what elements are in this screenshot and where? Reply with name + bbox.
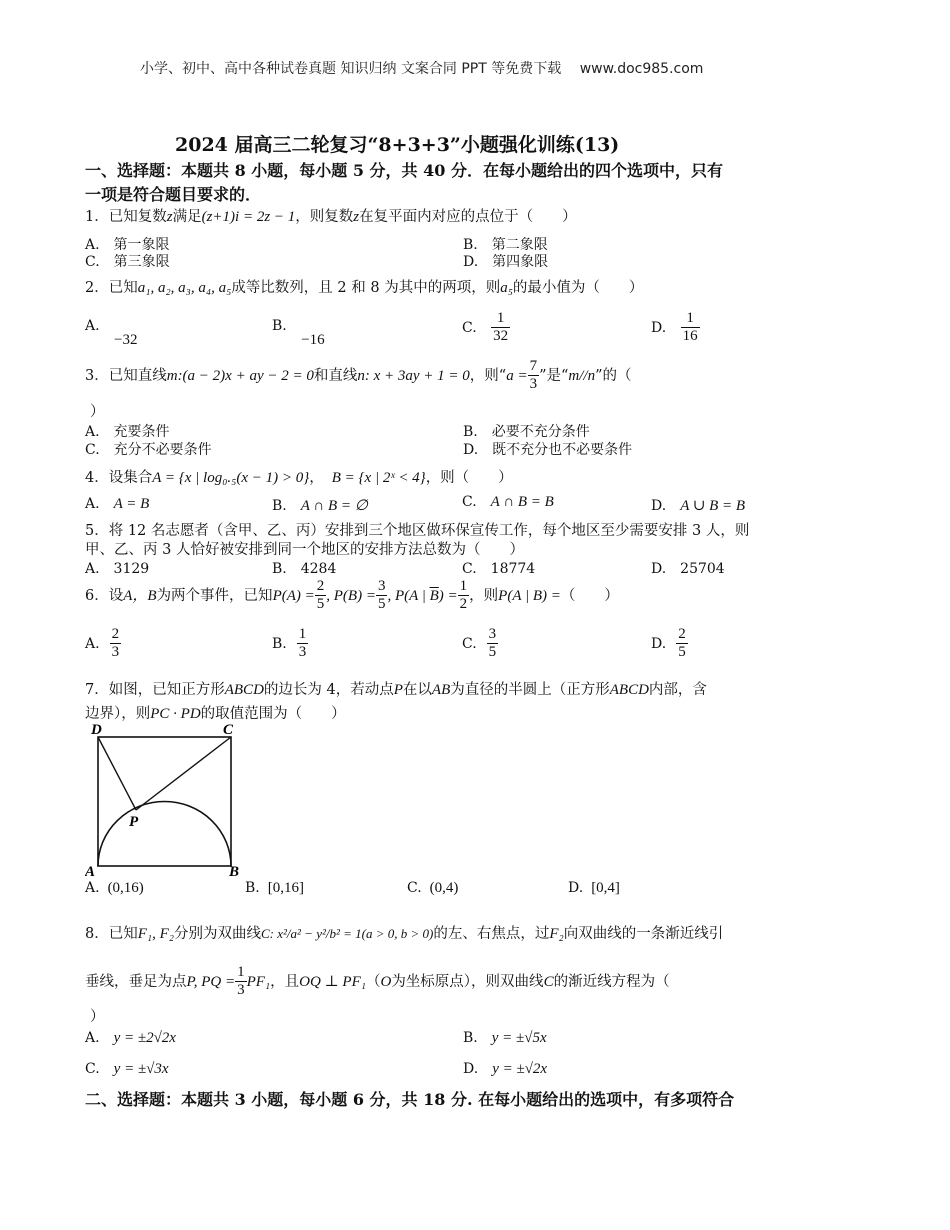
q5-option-a[interactable]: A. 3129 [85, 561, 150, 577]
fraction: $\frac{1}{3}$ [237, 964, 245, 999]
fraction: $\frac{3}{5}$ [488, 626, 497, 661]
header-site-link[interactable]: www.doc985.com [579, 61, 704, 77]
q1-option-a[interactable]: A. 第一象限 [85, 237, 170, 253]
label-a: A [85, 864, 96, 880]
q6-option-a[interactable]: A. $\frac{2}{3}$ [85, 626, 120, 661]
q8-option-b[interactable]: B. y = ±√5x [463, 1030, 547, 1046]
q8-continuation: ） [90, 1009, 105, 1025]
segment-pd [98, 737, 136, 810]
fraction: $\frac{3}{5}$ [377, 578, 386, 613]
fraction: $\frac{1}{32}$ [493, 310, 509, 345]
q4-option-d[interactable]: D. A ∪ B = B [651, 498, 746, 514]
question-5-line1: 5．将 12 名志愿者（含甲、乙、丙）安排到三个地区做环保宣传工作，每个地区至少需要安排 3 人，则 [85, 523, 750, 539]
label-d: D [91, 722, 102, 738]
q7-option-b[interactable]: B. [0,16] [245, 880, 304, 896]
label-p: P [129, 814, 139, 830]
q1-option-c[interactable]: C. 第三象限 [85, 254, 170, 270]
question-8-line2: 垂线，垂足为点P, PQ = $\frac{1}{3}$ PF₁，且OQ ⊥ PF₁（O为坐标原点），则双曲线C的渐近线方程为（ [85, 964, 670, 999]
label-b: B [229, 864, 240, 880]
segment-pc [136, 737, 231, 810]
q7-option-d[interactable]: D. [0,4] [568, 880, 620, 896]
q6-option-b[interactable]: B. $\frac{1}{3}$ [272, 626, 307, 661]
question-5-line2: 甲、乙、丙 3 人恰好被安排到同一个地区的安排方法总数为（ ） [85, 542, 524, 558]
q2-option-d[interactable]: D. $\frac{1}{16}$ [651, 310, 698, 345]
section1-heading-line1: 一、选择题：本题共 8 小题，每小题 5 分，共 40 分．在每小题给出的四个选项中，只有 [85, 161, 723, 180]
q7-option-c[interactable]: C. (0,4) [407, 880, 459, 896]
q1-option-d[interactable]: D. 第四象限 [463, 254, 549, 270]
q8-option-c[interactable]: C. y = ±√3x [85, 1061, 169, 1077]
q5-option-b[interactable]: B. 4284 [272, 561, 337, 577]
q6-option-c[interactable]: C. $\frac{3}{5}$ [462, 626, 497, 661]
semicircle-ab [98, 802, 231, 867]
question-4: 4．设集合A = {x | log₀.₅(x − 1) > 0}， B = {x | 2ˣ < 4}，则（ ） [85, 470, 513, 486]
section1-heading-line2: 一项是符合题目要求的． [85, 185, 262, 204]
fraction: $\frac{1}{16}$ [682, 310, 698, 345]
fraction: $\frac{1}{3}$ [298, 626, 307, 661]
question-7-line1: 7．如图，已知正方形ABCD的边长为 4，若动点P在以AB为直径的半圆上（正方形ABCD内部，含 [85, 682, 707, 698]
q4-option-a[interactable]: A. A = B [85, 496, 150, 512]
q2-option-b[interactable]: B. −16 [272, 318, 325, 348]
question-6: 6．设A，B为两个事件，已知P(A) = $\frac{2}{5}$ , P(B) = $\frac{3}{5}$ , P(A | $\overline{B}$) = $\frac{1}{2}$ ，则P(A | B) =（ ） [85, 578, 619, 613]
fraction: $\frac{7}{3}$ [529, 358, 538, 393]
fraction: $\frac{2}{3}$ [111, 626, 120, 661]
q5-option-c[interactable]: C. 18774 [462, 561, 536, 577]
section2-heading: 二、选择题：本题共 3 小题，每小题 6 分，共 18 分. 在每小题给出的选项中，有多项符合 [85, 1090, 735, 1109]
q2-option-c[interactable]: C. $\frac{1}{32}$ [462, 310, 509, 345]
site-header [140, 58, 703, 78]
q3-option-b[interactable]: B. 必要不充分条件 [463, 424, 590, 440]
q8-option-d[interactable]: D. y = ±√2x [463, 1061, 548, 1077]
q8-option-a[interactable]: A. y = ±2√2x [85, 1030, 176, 1046]
question-8-line1: 8．已知F₁, F₂分别为双曲线C: x²/a² − y²/b² = 1(a > 0, b > 0)的左、右焦点，过F₂向双曲线的一条渐近线引 [85, 926, 724, 942]
question-7-line2: 边界），则PC · PD的取值范围为（ ） [85, 706, 346, 722]
question-3: 3．已知直线m:(a − 2)x + ay − 2 = 0和直线n: x + 3ay + 1 = 0，则“a = $\frac{7}{3}$ ”是“m//n”的（ [85, 358, 632, 393]
fraction: $\frac{1}{2}$ [459, 578, 468, 613]
label-c: C [223, 722, 234, 738]
fraction: $\frac{2}{5}$ [316, 578, 325, 613]
q3-option-d[interactable]: D. 既不充分也不必要条件 [463, 442, 633, 458]
question-2: 2．已知a₁, a₂, a₃, a₄, a₅成等比数列，且 2 和 8 为其中的两项，则a₅的最小值为（ ） [85, 280, 644, 296]
q7-option-a[interactable]: A. (0,16) [85, 880, 144, 896]
q2-option-a[interactable]: A. −32 [85, 318, 138, 348]
q4-option-b[interactable]: B. A ∩ B = ∅ [272, 498, 368, 514]
q4-option-c[interactable]: C. A ∩ B = B [462, 494, 554, 510]
q3-option-c[interactable]: C. 充分不必要条件 [85, 442, 212, 458]
q3-option-a[interactable]: A. 充要条件 [85, 424, 170, 440]
q5-option-d[interactable]: D. 25704 [651, 561, 725, 577]
fraction: $\frac{2}{5}$ [678, 626, 686, 661]
header-text: 小学、初中、高中各种试卷真题 知识归纳 文案合同 PPT 等免费下载 [140, 61, 562, 77]
square-semicircle-figure [85, 720, 245, 880]
question-1: 1．已知复数z满足(z+1)i = 2z − 1，则复数z在复平面内对应的点位于（ ） [85, 209, 577, 225]
q6-option-d[interactable]: D. $\frac{2}{5}$ [651, 626, 686, 661]
q1-option-b[interactable]: B. 第二象限 [463, 237, 548, 253]
page-title: 2024 届高三二轮复习“8+3+3”小题强化训练(13) [175, 134, 620, 156]
q3-continuation: ） [90, 404, 105, 420]
